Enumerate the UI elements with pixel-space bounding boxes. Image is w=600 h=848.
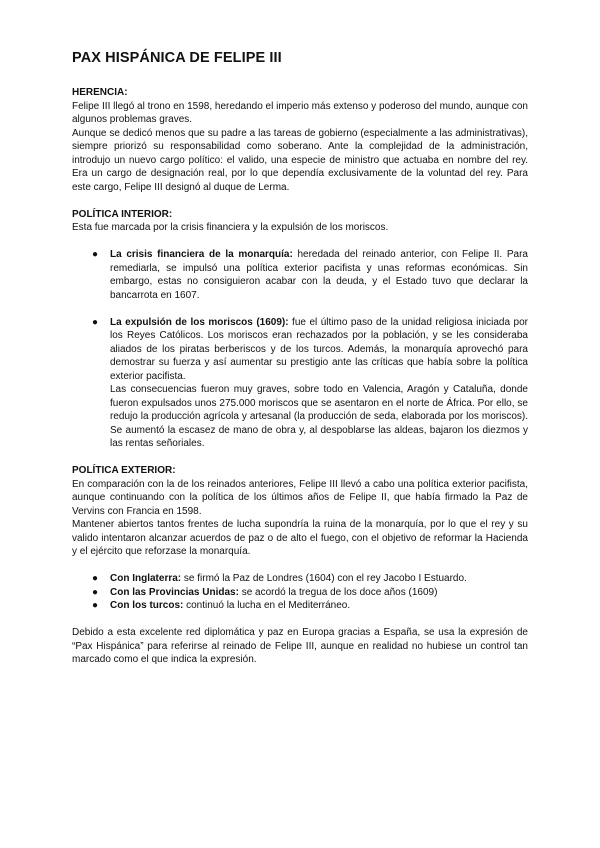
list-item-inglaterra: [92, 572, 528, 586]
list-item-provincias: [92, 586, 528, 600]
bullet-bold-crisis: La crisis financiera de la monarquía:: [110, 249, 293, 260]
page-title: PAX HISPÁNICA DE FELIPE III: [72, 50, 282, 66]
herencia-paragraph-1: Felipe III llegó al trono en 1598, heredando el imperio más extenso y poderoso del mundo, aunque con algunos problemas graves.: [72, 100, 528, 125]
bullet-icon: ●: [92, 249, 99, 260]
bullet-bold-turcos: Con los turcos:: [110, 600, 184, 611]
bullet-text-provincias: se acordó la tregua de los doce años (1609): [238, 586, 438, 598]
bullet-icon: ●: [92, 586, 99, 598]
herencia-heading: HERENCIA:: [72, 87, 128, 98]
herencia-paragraph-2: Aunque se dedicó menos que su padre a las tareas de gobierno (especialmente a las administrativas), siempre priorizó su responsabilidad como soberano. Ante la complejidad de la administración, introdujo un nuevo cargo político: el valido, una especie de ministro que actuaba en nombre del rey. Era un cargo de designación real, por lo que dependía exclusivamente de la voluntad del rey. Para este cargo, Felipe III designó al duque de Lerma.: [72, 127, 528, 193]
bullet-text-turcos: continuó la lucha en el Mediterráneo.: [183, 600, 351, 611]
bullet-text-expulsion: fue el último paso de la unidad religiosa iniciada por los Reyes Católicos. Los moriscos eran rechazados por la población, y se les consideraba aliados de los piratas berberiscos y de los turcos. Además, la monarquía aprovechó para demostrar su fuerza y así aumentar su prestigio ante las críticas que había sobre la política exterior pacifista.: [110, 316, 528, 382]
bullet-bold-provincias: Con las Provincias Unidas:: [110, 586, 239, 598]
bullet-icon: ●: [92, 316, 99, 328]
bullet-bold-expulsion: La expulsión de los moriscos (1609):: [110, 316, 289, 328]
document-page: [72, 50, 528, 667]
bullet-icon: ●: [92, 600, 99, 611]
interior-bullet-list: [72, 248, 528, 302]
list-item-turcos: [92, 599, 528, 613]
bullet-icon: ●: [92, 573, 99, 584]
exterior-bullet-list: [72, 572, 528, 613]
exterior-heading: POLÍTICA EXTERIOR:: [72, 465, 176, 476]
bullet-text-inglaterra: se firmó la Paz de Londres (1604) con el rey Jacobo I Estuardo.: [181, 573, 467, 584]
exterior-paragraph-1: En comparación con la de los reinados anteriores, Felipe III llevó a cabo una política exterior pacifista, aunque continuando con la política de los últimos años de Felipe II, que había firmado la Paz de Vervins con Francia en 1598.: [72, 478, 528, 517]
interior-heading: POLÍTICA INTERIOR:: [72, 208, 173, 220]
exterior-paragraph-2: Mantener abiertos tantos frentes de lucha supondría la ruina de la monarquía, por lo que el rey y su valido intentaron alcanzar acuerdos de paz o de alto el fuego, con el objetivo de reformar la Hacienda y el ejército que reforzase la monarquía.: [72, 519, 528, 557]
list-item-crisis: [92, 248, 528, 302]
interior-intro: Esta fue marcada por la crisis financiera y la expulsión de los moriscos.: [72, 222, 389, 233]
bullet-text-crisis: heredada del reinado anterior, con Felipe II. Para remediarla, se impulsó una política exterior pacifista y unas reformas económicas. Sin embargo, estas no consiguieron acabar con la deuda, y el Estado tuvo que declarar la bancarrota en 1607.: [110, 249, 528, 301]
bullet-bold-inglaterra: Con Inglaterra:: [110, 573, 182, 584]
interior-bullet-list-2: [72, 316, 528, 451]
closing-paragraph: Debido a esta excelente red diplomática y paz en Europa gracias a España, se usa la expresión de “Pax Hispánica” para referirse al reinado de Felipe III, aunque en realidad no hubiese un control tan marcado como el que indica la expresión.: [72, 627, 528, 665]
bullet-text-consequences: Las consecuencias fueron muy graves, sobre todo en Valencia, Aragón y Cataluña, donde fueron expulsados unos 275.000 moriscos que se asentaron en el norte de África. Por ello, se redujo la producción agrícola y artesanal (la producción de seda, elaborada por los moriscos). Se aumentó la escasez de mano de obra y, al despoblarse las aldeas, bajaron los diezmos y las rentas señoriales.: [110, 384, 528, 449]
list-item-expulsion: [92, 316, 528, 451]
